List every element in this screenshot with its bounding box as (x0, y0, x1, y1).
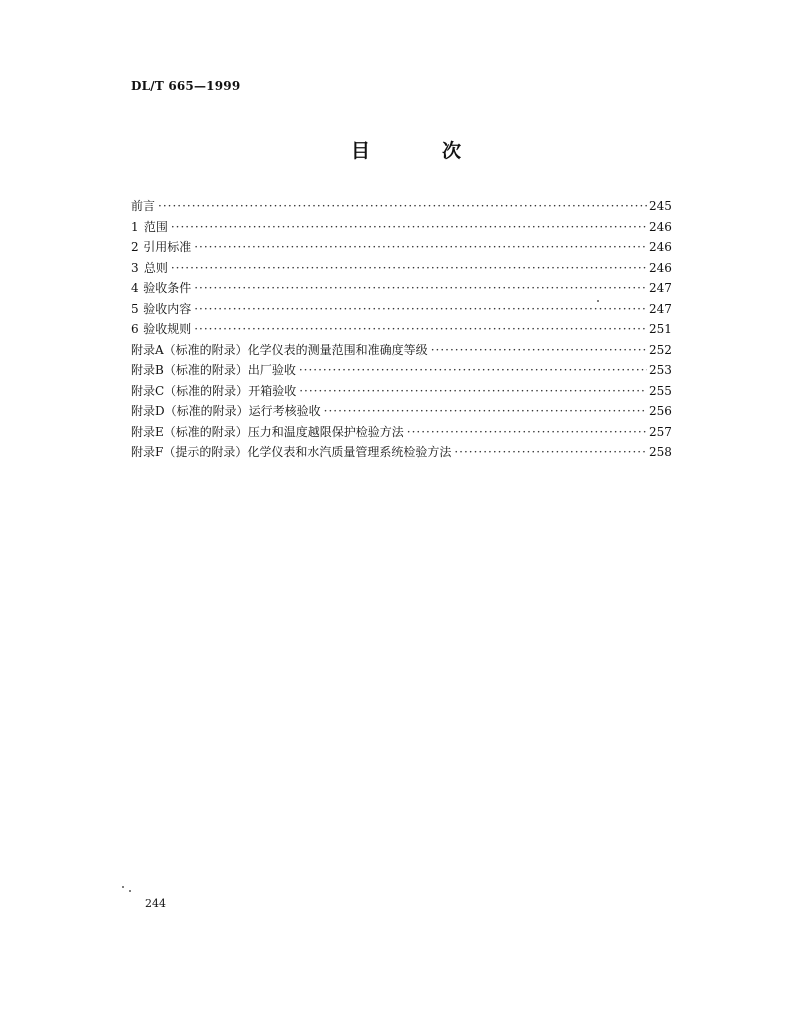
contents-title (351, 136, 461, 163)
toc-title: 总则 (143, 260, 168, 275)
toc-entry (131, 238, 671, 259)
toc-entry (131, 341, 671, 362)
toc-entry (131, 300, 671, 321)
toc-page-number: 246 (649, 219, 672, 234)
page-number: 244 (145, 897, 166, 910)
toc-entry (131, 279, 671, 300)
scan-speck (129, 890, 131, 892)
toc-title: 验收内容 (143, 301, 192, 316)
toc-page-number: 256 (649, 404, 672, 418)
scan-speck (122, 886, 124, 888)
toc-entry (131, 382, 671, 403)
toc-appendix-label: 附录F（提示的附录） (131, 445, 248, 459)
toc-dot-leader (194, 302, 647, 316)
toc-dot-leader (431, 343, 647, 357)
toc-appendix-label: 附录D（标准的附录） (131, 404, 249, 418)
toc-page-number: 246 (649, 260, 672, 275)
toc-section-number: 6 (131, 322, 139, 336)
toc-entry (131, 218, 671, 239)
toc-title: 压力和温度越限保护检验方法 (247, 424, 404, 439)
toc-appendix-label: 附录E（标准的附录） (131, 424, 248, 439)
toc-title: 出厂验收 (247, 363, 296, 377)
toc-page-number: 251 (649, 322, 672, 336)
toc-entry (131, 443, 671, 464)
toc-dot-leader (171, 261, 647, 275)
toc-entry (131, 197, 671, 218)
toc-dot-leader (194, 240, 647, 254)
toc-page-number: 245 (649, 199, 672, 213)
toc-dot-leader (324, 404, 647, 418)
toc-title: 验收条件 (143, 281, 192, 295)
toc-section-number: 2 (131, 240, 139, 254)
toc-entry (131, 259, 671, 280)
toc-title: 运行考核验收 (248, 404, 321, 418)
toc-title: 前言 (131, 199, 156, 213)
toc-page-number: 247 (649, 281, 672, 295)
scan-speck (597, 300, 599, 302)
toc-title: 化学仪表和水汽质量管理系统检验方法 (247, 445, 452, 459)
toc-dot-leader (454, 445, 647, 459)
toc-section-number: 5 (131, 301, 139, 316)
toc-section-number: 3 (131, 260, 139, 275)
standard-code: DL/T 665—1999 (131, 79, 241, 93)
toc-entry (131, 361, 671, 382)
toc-title: 开箱验收 (248, 383, 297, 398)
toc-dot-leader (194, 322, 647, 336)
toc-page-number: 257 (649, 424, 672, 439)
toc-page-number: 246 (649, 240, 672, 254)
toc-section-number: 1 (131, 219, 139, 234)
toc-dot-leader (299, 363, 647, 377)
toc-entry (131, 423, 671, 444)
toc-appendix-label: 附录B（标准的附录） (131, 363, 248, 377)
toc-entry (131, 320, 671, 341)
toc-title: 范围 (143, 219, 168, 234)
toc-dot-leader (171, 220, 647, 234)
toc-title: 引用标准 (143, 240, 192, 254)
toc-page-number: 258 (649, 445, 672, 459)
toc-dot-leader (194, 281, 647, 295)
toc-title: 验收规则 (143, 322, 192, 336)
toc-page-number: 253 (649, 363, 672, 377)
toc-page-number: 252 (649, 342, 672, 357)
toc-dot-leader (299, 384, 647, 398)
toc-title: 化学仪表的测量范围和准确度等级 (247, 342, 428, 357)
toc-section-number: 4 (131, 281, 139, 295)
contents-title-char-1: 目 (351, 140, 371, 162)
toc-dot-leader (158, 199, 647, 213)
toc-entry (131, 402, 671, 423)
toc-page-number: 255 (649, 383, 672, 398)
table-of-contents (131, 197, 671, 464)
toc-appendix-label: 附录A（标准的附录） (131, 342, 248, 357)
toc-dot-leader (407, 425, 647, 439)
toc-appendix-label: 附录C（标准的附录） (131, 383, 249, 398)
toc-page-number: 247 (649, 301, 672, 316)
contents-title-char-2: 次 (441, 140, 461, 162)
